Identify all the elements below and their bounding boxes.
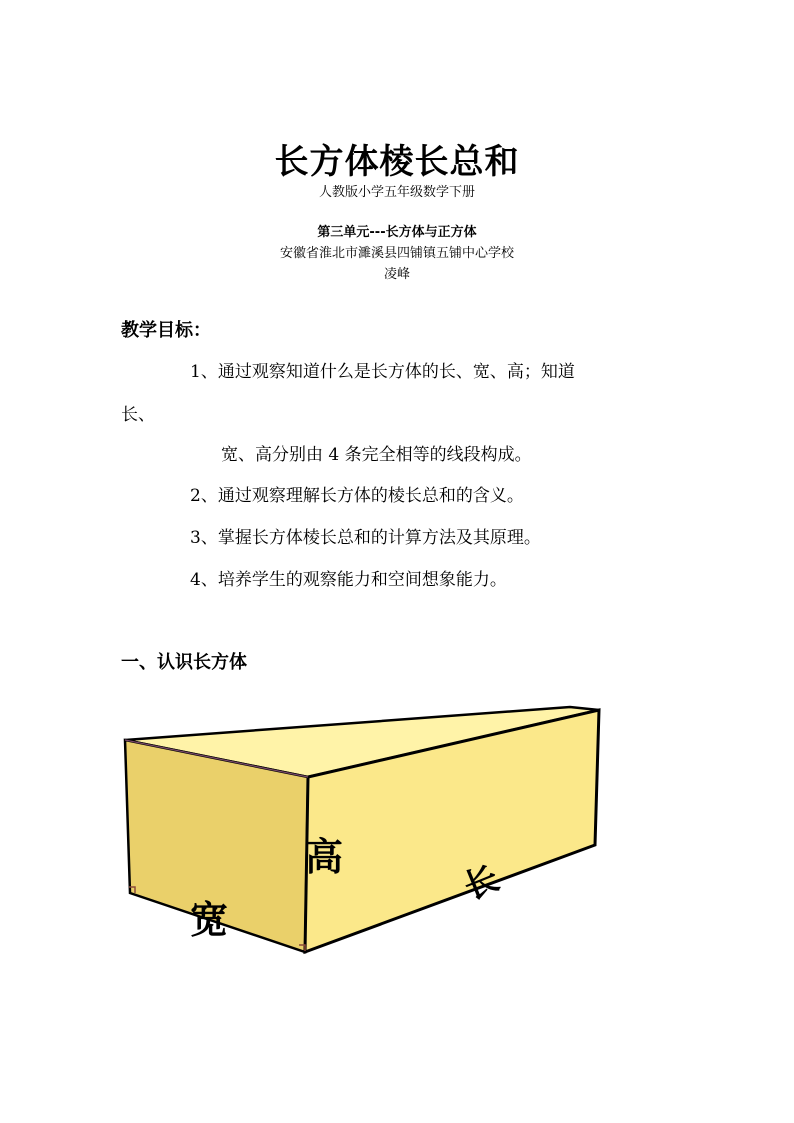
section-heading-know-cuboid: 一、认识长方体 [121,652,247,673]
objective-2: 2、通过观察理解长方体的棱长总和的含义。 [190,486,524,506]
objective-1-line-2: 长、 [121,405,155,425]
objective-1-line-3: 宽、高分别由 4 条完全相等的线段构成。 [221,445,532,465]
label-height: 高 [305,834,344,879]
objective-1-line-1: 1、通过观察知道什么是长方体的长、宽、高；知道 [190,362,575,382]
label-width: 宽 [190,897,229,942]
label-length: 长 [458,858,505,909]
author-name: 凌峰 [383,267,410,282]
document-subtitle: 人教版小学五年级数学下册 [318,185,475,200]
school-name: 安徽省淮北市濉溪县四铺镇五铺中心学校 [279,246,514,261]
objective-4: 4、培养学生的观察能力和空间想象能力。 [190,570,507,590]
objective-3: 3、掌握长方体棱长总和的计算方法及其原理。 [190,528,541,548]
unit-title: 第三单元---长方体与正方体 [317,225,477,240]
objectives-heading: 教学目标： [121,320,211,341]
document-title: 长方体棱长总和 [274,142,520,182]
cuboid-figure [115,675,615,965]
